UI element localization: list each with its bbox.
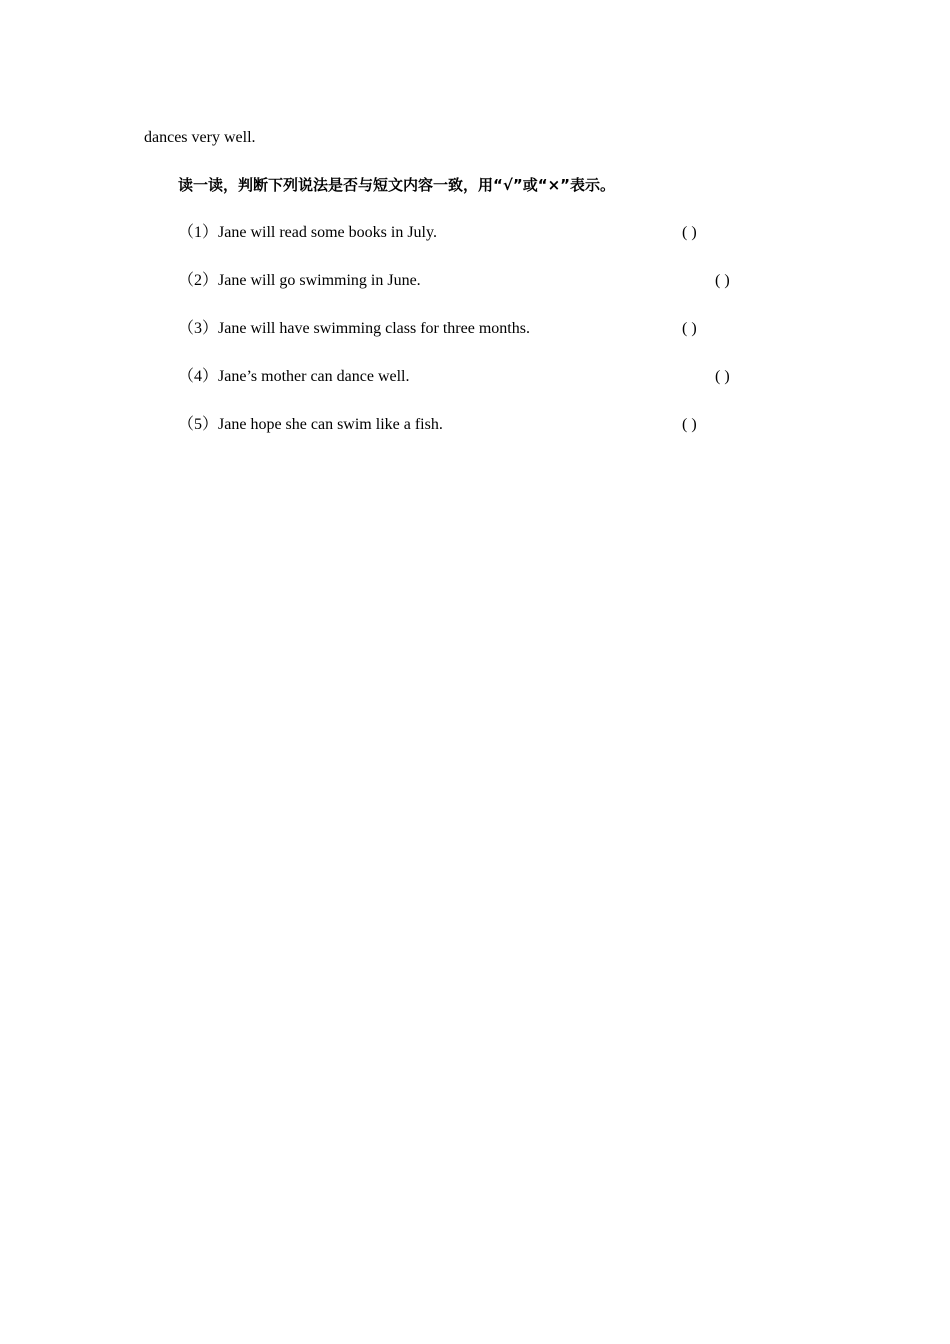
question-number: （1） bbox=[178, 224, 219, 241]
question-item bbox=[178, 271, 421, 291]
question-item bbox=[178, 223, 437, 243]
question-item bbox=[178, 415, 443, 435]
answer-blank[interactable]: ( ) bbox=[682, 224, 697, 241]
question-item bbox=[178, 367, 410, 387]
question-text: Jane will go swimming in June. bbox=[218, 272, 421, 289]
question-text: Jane will have swimming class for three months. bbox=[218, 320, 530, 337]
answer-blank[interactable]: ( ) bbox=[682, 416, 697, 433]
answer-blank[interactable]: ( ) bbox=[715, 368, 730, 385]
question-number: （3） bbox=[178, 320, 219, 337]
question-text: Jane hope she can swim like a fish. bbox=[218, 416, 443, 433]
question-item bbox=[178, 319, 530, 339]
passage-continuation: dances very well. bbox=[144, 129, 256, 146]
question-text: Jane’s mother can dance well. bbox=[218, 368, 410, 385]
exercise-instruction: 读一读，判断下列说法是否与短文内容一致，用“√”或“×”表示。 bbox=[178, 176, 616, 194]
question-number: （5） bbox=[178, 416, 219, 433]
question-text: Jane will read some books in July. bbox=[218, 224, 437, 241]
question-number: （4） bbox=[178, 368, 219, 385]
answer-blank[interactable]: ( ) bbox=[682, 320, 697, 337]
question-number: （2） bbox=[178, 272, 219, 289]
answer-blank[interactable]: ( ) bbox=[715, 272, 730, 289]
